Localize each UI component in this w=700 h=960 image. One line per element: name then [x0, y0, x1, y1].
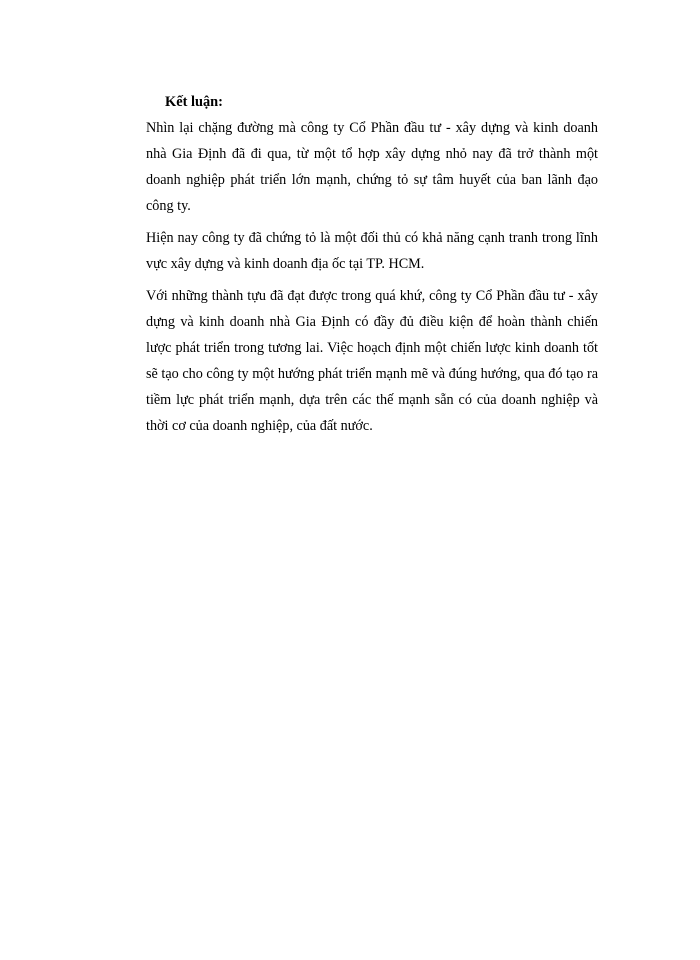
paragraph-1: Nhìn lại chặng đường mà công ty Cổ Phần đầu tư - xây dựng và kinh doanh nhà Gia Định đã đi qua, từ một tổ hợp xây dựng nhỏ nay đã trở thành một doanh nghiệp phát triển lớn mạnh, chứng tỏ sự tâm huyết của ban lãnh đạo công ty.	[146, 120, 598, 214]
conclusion-heading: Kết luận:	[165, 94, 223, 110]
paragraph-3: Với những thành tựu đã đạt được trong quá khứ, công ty Cổ Phần đầu tư - xây dựng và kinh doanh nhà Gia Định có đầy đủ điều kiện để hoàn thành chiến lược phát triển trong tương lai. Việc hoạch định một chiến lược kinh doanh tốt sẽ tạo cho công ty một hướng phát triển mạnh mẽ và đúng hướng, qua đó tạo ra tiềm lực phát triển mạnh, dựa trên các thế mạnh sẵn có của doanh nghiệp và thời cơ của doanh nghiệp, của đất nước.	[146, 288, 598, 434]
document-body	[146, 90, 598, 445]
paragraph-2: Hiện nay công ty đã chứng tỏ là một đối thủ có khả năng cạnh tranh trong lĩnh vực xây dựng và kinh doanh địa ốc tại TP. HCM.	[146, 230, 598, 272]
